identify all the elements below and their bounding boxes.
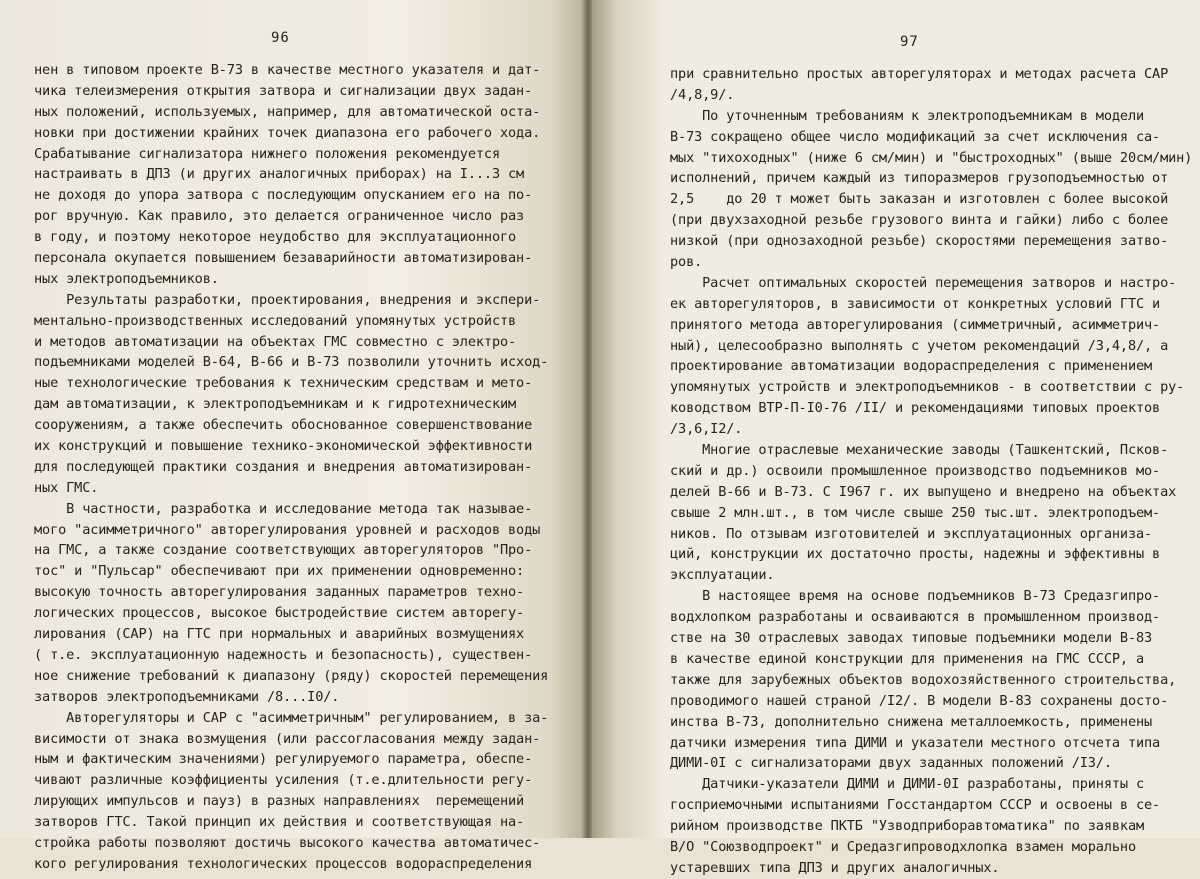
text-line: В настоящее время на основе подъемников В-73 Средазгипро-	[670, 588, 1161, 605]
right-page-number: 97	[900, 34, 919, 50]
text-line: ным и фактическим значениями) регулируемого параметра, обеспе-	[34, 751, 533, 768]
text-line: логических процессов, высокое быстродействие систем авторегу-	[34, 605, 525, 622]
right-page	[592, 0, 1200, 876]
text-line: низкой (при однозаходной резьбе) скоростями перемещения затво-	[670, 233, 1169, 250]
text-line: дам автоматизации, к электроподъемникам и к гидротехническим	[34, 396, 517, 413]
text-line: на ГМС, а также создание соответствующих авторегуляторов "Про-	[34, 542, 533, 559]
text-line: ников. По отзывам изготовителей и эксплуатационных организа-	[670, 525, 1153, 542]
text-line: подъемниками моделей В-64, В-66 и В-73 позволили уточнить исход-	[34, 354, 549, 371]
text-line: Расчет оптимальных скоростей перемещения затворов и настро-	[670, 274, 1177, 291]
right-page-text	[670, 64, 1192, 879]
text-line: принятого метода авторегулирования (симметричный, асимметрич-	[670, 316, 1161, 333]
text-line: ментально-производственных исследований упомянутых устройств	[34, 312, 517, 329]
text-line: нен в типовом проекте В-73 в качестве местного указателя и дат-	[34, 62, 541, 78]
text-line: мого "асимметричного" авторегулирования уровней и расходов воды	[34, 521, 541, 538]
text-line: ный), целесообразно выполнять с учетом рекомендаций /3,4,8/, а	[670, 337, 1169, 354]
left-page-number: 96	[271, 30, 290, 46]
text-line: лирующих импульсов и пауз) в разных направлениях перемещений	[34, 793, 525, 810]
text-line: делей В-66 и В-73. С I967 г. их выпущено и внедрено на объектах	[670, 483, 1177, 500]
left-page-text	[34, 60, 548, 875]
text-line: в году, и поэтому некоторое неудобство для эксплуатационного	[34, 229, 517, 246]
text-line: ский и др.) освоили промышленное производство подъемников мо-	[670, 462, 1161, 479]
text-line: водхлопком разработаны и осваиваются в промышленном производ-	[670, 609, 1161, 626]
text-line: кого регулирования технологических процессов водораспределения	[34, 855, 533, 872]
text-line: также для зарубежных объектов водохозяйственного строительства,	[670, 671, 1177, 688]
text-line: рийном производстве ПКТБ "Узводприборавтоматика" по заявкам	[670, 818, 1145, 835]
text-line: Многие отраслевые механические заводы (Ташкентский, Псков-	[670, 442, 1169, 459]
text-line: ДИМИ-0I с сигнализаторами двух заданных положений /I3/.	[670, 755, 1112, 772]
text-line: ные технологические требования к техническим средствам и мето-	[34, 375, 533, 392]
text-line: /3,6,I2/.	[670, 421, 743, 438]
text-line: Авторегуляторы и САР с "асимметричным" регулированием, в за-	[34, 709, 549, 726]
text-line: мых "тихоходных" (ниже 6 см/мин) и "быстроходных" (выше 20см/мин)	[670, 149, 1193, 166]
text-line: Результаты разработки, проектирования, внедрения и экспери-	[34, 291, 541, 308]
text-line: стве на 30 отраслевых заводах типовые подъемники модели В-83	[670, 630, 1153, 647]
text-line: затворов электроподъемниками /8...I0/.	[34, 688, 340, 705]
text-line: лирования (САР) на ГТС при нормальных и аварийных возмущениях	[34, 626, 525, 643]
text-line: чивают различные коэффициенты усиления (т.е.длительности регу-	[34, 772, 533, 789]
text-line: Датчики-указатели ДИМИ и ДИМИ-0I разработаны, приняты с	[670, 776, 1145, 793]
text-line: тос" и "Пульсар" обеспечивают при их применении одновременно:	[34, 563, 525, 580]
text-line: чика телеизмерения открытия затвора и сигнализации двух задан-	[34, 82, 533, 99]
text-line: и методов автоматизации на объектах ГМС совместно с электро-	[34, 333, 517, 350]
text-line: датчики измерения типа ДИМИ и указатели местного отсчета типа	[670, 734, 1161, 751]
text-line: (при двухзаходной резьбе грузового винта и гайки) либо с более	[670, 212, 1169, 229]
text-line: их конструкций и повышение технико-экономической эффективности	[34, 438, 533, 455]
text-line: персонала окупается повышением безаварийности автоматизирован-	[34, 250, 533, 267]
text-line: устаревших типа ДПЗ и других аналогичных.	[670, 859, 1000, 876]
text-line: свыше 2 млн.шт., в том числе свыше 250 тыс.шт. электроподъем-	[670, 504, 1161, 521]
text-line: не доходя до упора затвора с последующим опусканием его на по-	[34, 187, 533, 204]
text-line: ций, конструкции их достаточно просты, надежны и эффективны в	[670, 546, 1161, 563]
text-line: проектирование автоматизации водораспределения с применением	[670, 358, 1153, 375]
text-line: ек авторегуляторов, в зависимости от конкретных условий ГТС и	[670, 295, 1161, 312]
text-line: эксплуатации.	[670, 567, 775, 584]
text-line: для последующей практики создания и внедрения автоматизирован-	[34, 458, 533, 475]
text-line: ( т.е. эксплуатационную надежность и безопасность), существен-	[34, 646, 533, 663]
text-line: Срабатывание сигнализатора нижнего положения рекомендуется	[34, 145, 500, 162]
left-page	[0, 0, 586, 872]
text-line: ных ГМС.	[34, 479, 99, 496]
text-line: затворов ГТС. Такой принцип их действия и соответствующая на-	[34, 814, 525, 831]
text-line: исполнений, причем каждый из типоразмеров грузоподъемностью от	[670, 170, 1169, 187]
text-line: 2,5 до 20 т может быть заказан и изготовлен с более высокой	[670, 191, 1169, 208]
text-line: висимости от знака возмущения (или рассогласования между задан-	[34, 730, 541, 747]
text-line: высокую точность авторегулирования заданных параметров техно-	[34, 584, 525, 601]
text-line: новки при достижении крайних точек диапазона его рабочего хода.	[34, 124, 541, 141]
text-line: ров.	[670, 254, 703, 271]
text-line: сооружениям, а также обеспечить обоснованное совершенствование	[34, 417, 533, 434]
text-line: В частности, разработка и исследование метода так называе-	[34, 500, 533, 517]
text-line: настраивать в ДПЗ (и других аналогичных приборах) на I...3 см	[34, 166, 525, 183]
text-line: В/О "Союзводпроект" и Средазгипроводхлопка взамен морально	[670, 838, 1136, 855]
text-line: рог вручную. Как правило, это делается ограниченное число раз	[34, 208, 525, 225]
text-line: госприемочными испытаниями Госстандартом СССР и освоены в се-	[670, 797, 1161, 814]
text-line: в качестве единой конструкции для применения на ГМС СССР, а	[670, 650, 1145, 667]
text-line: стройка работы позволяют достичь высокого качества автоматичес-	[34, 834, 541, 851]
text-line: В-73 сокращено общее число модификаций за счет исключения са-	[670, 128, 1161, 145]
text-line: ных электроподъемников.	[34, 270, 219, 287]
text-line: ных положений, используемых, например, для автоматической оста-	[34, 103, 541, 120]
text-line: проводимого нашей страной /I2/. В модели В-83 сохранены досто-	[670, 692, 1169, 709]
text-line: при сравнительно простых авторегуляторах и методах расчета САР	[670, 66, 1169, 82]
text-line: упомянутых устройств и электроподъемников - в соответствии с ру-	[670, 379, 1185, 396]
text-line: ное снижение требований к диапазону (ряду) скоростей перемещения	[34, 667, 549, 684]
text-line: /4,8,9/.	[670, 86, 735, 103]
text-line: По уточненным требованиям к электроподъемникам в модели	[670, 107, 1145, 124]
text-line: инства В-73, дополнительно снижена металлоемкость, применены	[670, 713, 1153, 730]
text-line: ководством ВТР-П-I0-76 /II/ и рекомендациями типовых проектов	[670, 400, 1161, 417]
